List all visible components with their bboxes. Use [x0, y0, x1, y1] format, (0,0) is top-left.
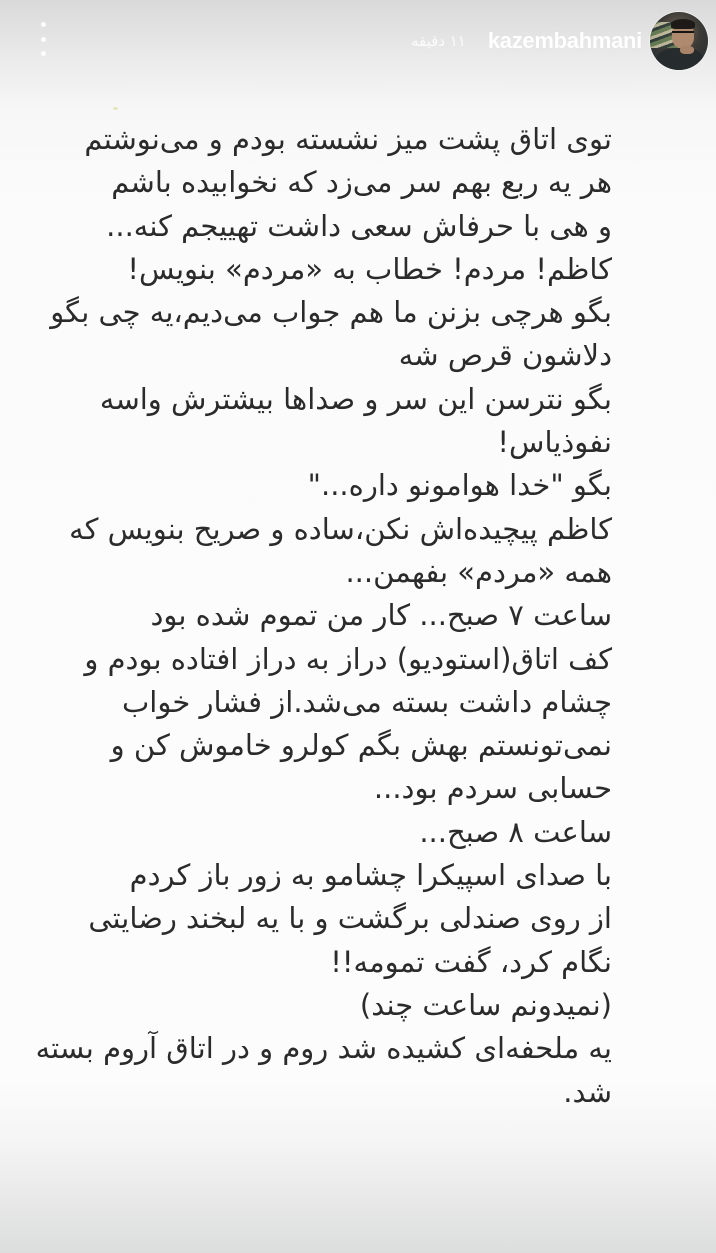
- story-line: نمی‌تونستم بهش بگم کولرو خاموش کن و: [110, 728, 612, 763]
- story-line: و هی با حرفاش سعی داشت تهییجم کنه...: [106, 208, 612, 243]
- story-line: بگو هرچی بزنن ما هم جواب می‌دیم،یه چی بگو: [50, 295, 612, 330]
- story-line: چشام داشت بسته می‌شد.از فشار خواب: [121, 684, 612, 719]
- story-author[interactable]: [411, 10, 708, 72]
- story-line: کف اتاق(استودیو) دراز به دراز افتاده بودم و: [84, 641, 612, 676]
- more-vertical-icon: [41, 51, 46, 56]
- sparkle-decoration: [113, 107, 118, 110]
- story-line: (نمیدونم ساعت چند): [359, 987, 612, 1022]
- story-line: شد.: [563, 1074, 612, 1109]
- story-line: دلاشون قرص شه: [398, 338, 612, 373]
- story-line: از روی صندلی برگشت و با یه لبخند رضایتی: [88, 901, 612, 936]
- story-header: [0, 0, 716, 90]
- story-line: با صدای اسپیکرا چشامو به زور باز کردم: [129, 858, 612, 893]
- username[interactable]: kazembahmani: [487, 28, 642, 53]
- story-line: توی اتاق پشت میز نشسته بودم و می‌نوشتم: [84, 122, 612, 156]
- story-line: یه ملحفه‌ای کشیده شد روم و در اتاق آروم بسته: [35, 1031, 612, 1066]
- more-options-button[interactable]: [28, 22, 58, 56]
- more-vertical-icon: [41, 37, 46, 42]
- more-vertical-icon: [41, 22, 46, 27]
- story-line: بگو نترسن این سر و صداها بیشترش واسه: [99, 381, 612, 416]
- story-line: همه «مردم» بفهمن...: [345, 554, 612, 589]
- avatar-glasses: [672, 31, 694, 37]
- story-line: کاظم! مردم! خطاب به «مردم» بنویس!: [127, 251, 612, 286]
- avatar[interactable]: [650, 12, 708, 70]
- post-timestamp: ۱۱ دقیقه: [410, 32, 466, 50]
- avatar-hair: [671, 19, 695, 29]
- story-line: ساعت ۸ صبح...: [419, 814, 612, 849]
- story-line: حسابی سردم بود...: [373, 771, 612, 806]
- story-line: هر یه ربع بهم سر می‌زد که نخوابیده باشم: [111, 165, 612, 200]
- story-line: نفوذیاس!: [497, 425, 612, 460]
- story-text: [12, 118, 612, 1114]
- story-line: ساعت ۷ صبح... کار من تموم شده بود: [150, 598, 612, 633]
- story-line: بگو "خدا هوامونو داره...": [307, 468, 612, 503]
- story-line: نگام کرد، گفت تمومه!!: [330, 944, 612, 979]
- avatar-hand: [680, 46, 694, 54]
- story-line: کاظم پیچیده‌اش نکن،ساده و صریح بنویس که: [69, 511, 612, 546]
